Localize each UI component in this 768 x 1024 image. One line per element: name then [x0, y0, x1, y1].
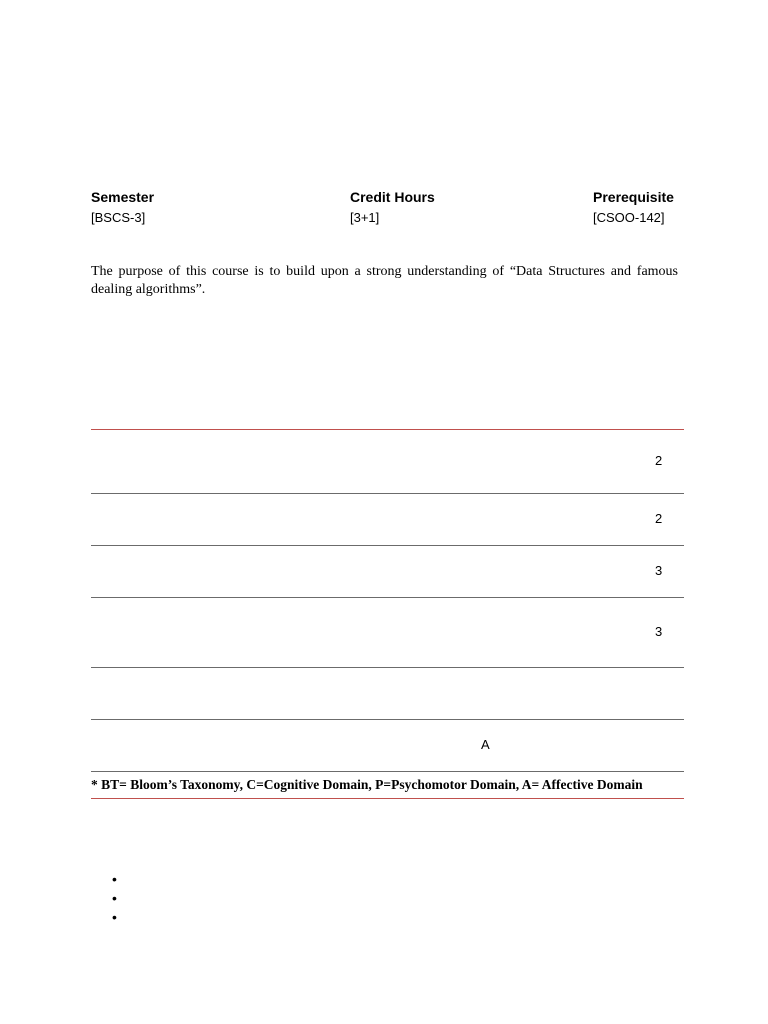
bt-level-cell: 3 [655, 563, 663, 578]
bullet-icon: • [112, 890, 117, 906]
table-row-divider [91, 545, 684, 546]
semester-label: Semester [91, 189, 155, 205]
table-bottom-rule [91, 798, 684, 799]
prerequisite-value: [CSOO-142] [593, 210, 665, 225]
course-info [0, 0, 768, 240]
table-row-divider [91, 719, 684, 720]
table-row-divider [91, 667, 684, 668]
prerequisite-label: Prerequisite [593, 189, 674, 205]
credit-hours-label: Credit Hours [350, 189, 435, 205]
semester-value: [BSCS-3] [91, 210, 146, 225]
credit-hours-value: [3+1] [350, 210, 380, 225]
table-row-divider [91, 771, 684, 772]
bt-footnote: * BT= Bloom’s Taxonomy, C=Cognitive Domain, P=Psychomotor Domain, A= Affective Domain [91, 777, 643, 792]
domain-cell: A [481, 737, 490, 752]
bt-level-cell: 2 [655, 511, 663, 526]
clo-table [0, 420, 768, 810]
table-row-divider [91, 597, 684, 598]
bullet-icon: • [112, 871, 117, 887]
bullet-list [0, 868, 768, 928]
bt-level-cell: 2 [655, 453, 663, 468]
course-purpose-paragraph: The purpose of this course is to build upon a strong understanding of “Data Structures and famous dealing algorithms”. [91, 264, 678, 297]
table-row-divider [91, 493, 684, 494]
table-top-rule [91, 429, 684, 430]
bullet-icon: • [112, 909, 117, 925]
bt-level-cell: 3 [655, 624, 663, 639]
